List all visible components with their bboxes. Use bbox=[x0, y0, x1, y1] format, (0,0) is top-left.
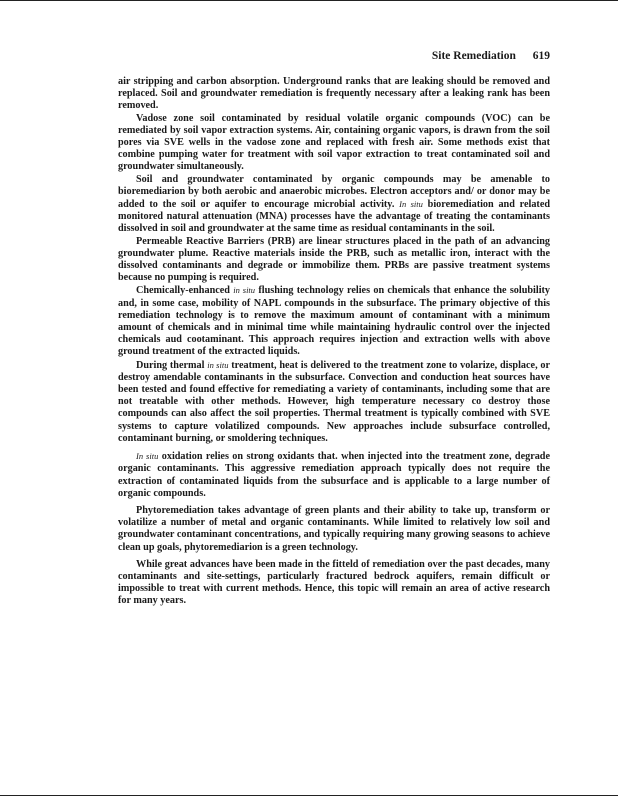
paragraph-5: Chemically-enhanced in situ flushing technology relies on chemicals that enhance the solubility and, in some case, mobility of NAPL compounds in the subsurface. The primary objective of this remediation technology is to remove the maximum amount of contaminant with a minimum amount of chemicals and in minimal time while maintaining hydraulic control over the injected chemicals aud cootaminant. This approach requires injection and extraction wells with above ground treatment of the extracted liquids. bbox=[118, 285, 551, 358]
page-number: 619 bbox=[532, 50, 550, 62]
body-text bbox=[118, 76, 550, 608]
paragraph-7: In situ oxidation relies on strong oxidants that. when injected into the treatment zone, degrade organic contaminants. This aggressive remediation approach typically does not require the extraction of contaminated liquids from the subsurface and is applicable to a large number of organic compounds. bbox=[118, 451, 550, 499]
top-rule bbox=[0, 0, 618, 1]
paragraph-3: Soil and groundwater contaminated by organic compounds may be amenable to bioremediarion by both aerobic and anaerobic microbes. Electron acceptors and/ or donor may be added to the soil or aquifer to encourage microbial activity. In situ bioremediation and related monitored natural attenuation (MNA) processes have the advantage of treating the contaminants dissolved in soil and groundwater at the same time as residual contaminants in the soil. bbox=[118, 173, 551, 235]
paragraph-4: Permeable Reactive Barriers (PRB) are linear structures placed in the path of an advancing groundwater plume. Reactive materials inside the PRB, such as metallic iron, interact with the dissolved contaminants and degrade or immobilize them. PRBs are passive treatment systems because no pumping is required. bbox=[118, 235, 550, 284]
paragraph-8: Phytoremediation takes advantage of green plants and their ability to take up, transform or volatilize a number of metal and organic contaminants. While limited to relatively low soil and groundwater contaminant concentrations, and typically requiring many growing seasons to achieve clean up goals, phytoremediarion is a green technology. bbox=[118, 504, 550, 553]
paragraph-6: During thermal in situ treatment, heat is delivered to the treatment zone to volarize, displace, or destroy amendable contaminants in the subsurface. Convection and conduction heat sources have been tested and found effective for remediating a variety of contaminants, including some that are not treatable with other methods. However, high temperature necessary co destroy those compounds can also affect the soil properties. Thermal treatment is typically combined with SVE systems to capture volatilized compounds. New approaches include subsurface controlled, contaminant burning, or smoldering techniques. bbox=[118, 359, 551, 444]
running-header bbox=[118, 50, 550, 62]
paragraph-1: air stripping and carbon absorption. Underground ranks that are leaking should be removed and replaced. Soil and groundwater remediation is frequently necessary after a leaking rank has been removed. bbox=[118, 76, 550, 112]
bottom-rule bbox=[0, 795, 618, 796]
paragraph-9: While great advances have been made in the fitteld of remediation over the past decades, many contaminants and site-settings, particularly fractured bedrock aquifers, remain difficult or impossible to treat with current methods. Hence, this topic will remain an area of active research for many years. bbox=[118, 558, 550, 607]
section-title: Site Remediation bbox=[431, 50, 516, 62]
paragraph-2: Vadose zone soil contaminated by residual volatile organic compounds (VOC) can be remediated by soil vapor extraction systems. Air, containing organic vapors, is drawn from the soil pores via SVE wells in the vadose zone and replaced with fresh air. Some methods exist that combine pumping water for treatment with soil vapor extraction to treat contaminated soil and groundwater simultaneously. bbox=[118, 112, 550, 173]
